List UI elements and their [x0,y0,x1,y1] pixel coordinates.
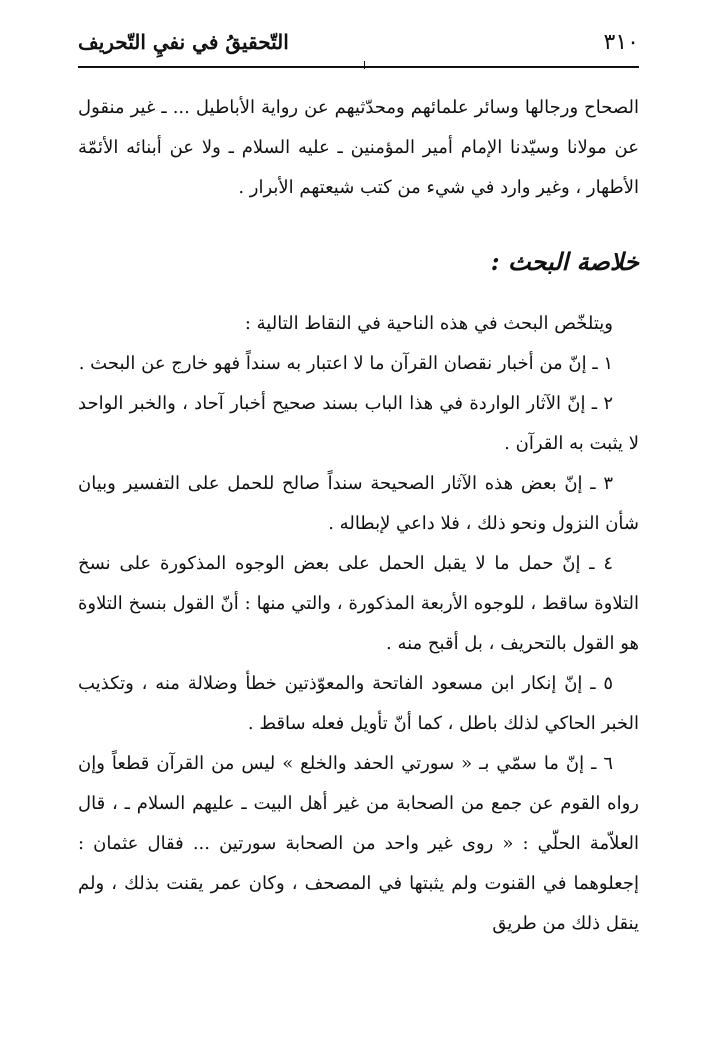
intro-line: ويتلخّص البحث في هذه الناحية في النقاط التالية : [244,313,613,334]
running-title: التّحقيقُ في نفيِ التّحريف [78,30,289,54]
summary-point-3: ٣ ـ إنّ بعض هذه الآثار الصحيحة سنداً صالح للحمل على التفسير وبيان شأن النزول ونحو ذلك ، فلا داعي لإبطاله . [78,473,639,534]
page-body [78,88,639,944]
header-rule [78,66,639,68]
summary-point-4: ٤ ـ إنّ حمل ما لا يقبل الحمل على بعض الوجوه المذكورة على نسخ التلاوة ساقط ، للوجوه الأربعة المذكورة ، والتي منها : أنّ القول بنسخ التلاوة هو القول بالتحريف ، بل أقبح منه . [78,553,639,654]
section-heading: خلاصة البحث : [490,247,639,276]
summary-point-2: ٢ ـ إنّ الآثار الواردة في هذا الباب بسند صحيح أخبار آحاد ، والخبر الواحد لا يثبت به القرآن . [78,393,639,454]
header-rule-tick [364,61,365,69]
page-header [78,28,639,68]
summary-point-5: ٥ ـ إنّ إنكار ابن مسعود الفاتحة والمعوّذتين خطأ وضلالة منه ، وتكذيب الخبر الحاكي لذلك باطل ، كما أنّ تأويل فعله ساقط . [78,673,639,734]
summary-point-6: ٦ ـ إنّ ما سمّي بـ « سورتي الحفد والخلع » ليس من القرآن قطعاً وإن رواه القوم عن جمع من الصحابة من غير أهل البيت ـ عليهم السلام ـ ، قال العلاّمة الحلّي : « روى غير واحد من الصحابة سورتين ... فقال عثمان : إجعلوهما في القنوت ولم يثبتها في المصحف ، وكان عمر يقنت بذلك ، ولم ينقل ذلك من طريق [78,753,639,934]
summary-point-1: ١ ـ إنّ من أخبار نقصان القرآن ما لا اعتبار به سنداً فهو خارج عن البحث . [78,353,613,374]
opening-paragraph: الصحاح ورجالها وسائر علمائهم ومحدّثيهم عن رواية الأباطيل ... ـ غير منقول عن مولانا وسيّدنا الإمام أمير المؤمنين ـ عليه السلام ـ ولا عن أبنائه الأئمّة الأطهار ، وغير وارد في شيء من كتب شيعتهم الأبرار . [78,97,639,198]
page-number: ٣١٠ [603,30,639,55]
